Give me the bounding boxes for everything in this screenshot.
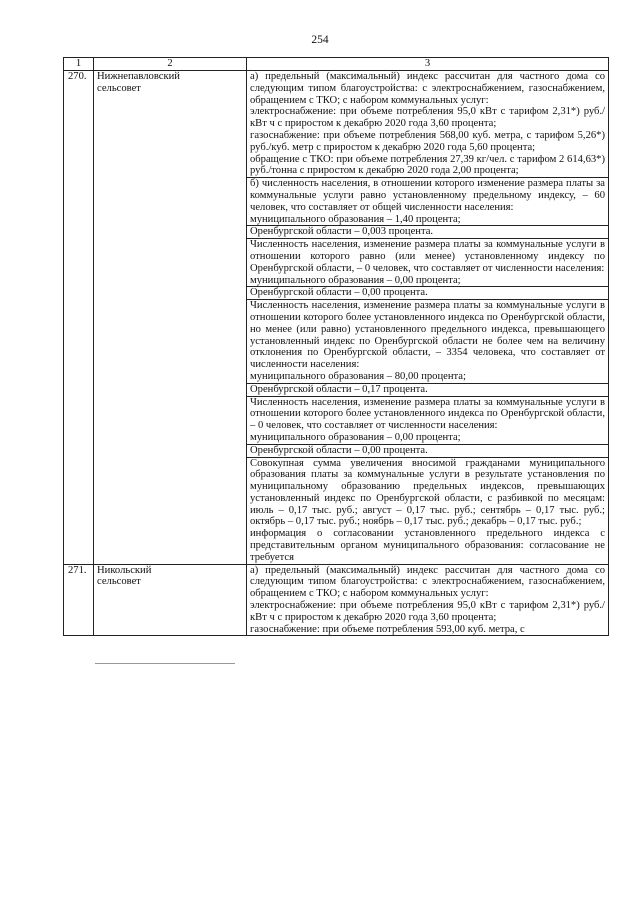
paragraph: Оренбургской области – 0,003 процента. bbox=[250, 226, 434, 238]
municipality-name: Нижнепавловский сельсовет bbox=[94, 71, 247, 565]
paragraph: муниципального образования – 0,00 процента; bbox=[250, 274, 461, 286]
paragraph: Численность населения, изменение размера платы за коммунальные услуги в отношении которого более установленного индекса по Оренбургской области, – 0 человек, что составляет от численности населения: bbox=[250, 396, 605, 432]
paragraph: б) численность населения, в отношении которого изменение размера платы за коммунальные услуги равно установленному предельному индексу, – 60 человек, что составляет от общей численности населения: bbox=[250, 178, 605, 213]
block bbox=[250, 565, 605, 636]
paragraph: Численность населения, изменение размера платы за коммунальные услуги в отношении которого более установленного индекса по Оренбургской области, но менее (или равно) установленного предельного индекса, превышающего установленный индекс по Оренбургской области не более чем на величину отклонения по Оренбургской области, – 3354 человека, что составляет от численности населения: bbox=[250, 300, 605, 371]
paragraph: электроснабжение: при объеме потребления 95,0 кВт с тарифом 2,31*) руб./кВт ч с приростом к декабрю 2020 года 3,60 процента; bbox=[250, 600, 605, 623]
municipality-name: Никольский сельсовет bbox=[94, 564, 247, 636]
row-content bbox=[247, 564, 609, 636]
page-number: 254 bbox=[311, 34, 329, 46]
scan-artifact-line bbox=[95, 663, 235, 664]
block bbox=[247, 444, 608, 457]
data-table bbox=[63, 57, 609, 636]
table-row bbox=[64, 71, 609, 565]
block bbox=[247, 177, 608, 225]
paragraph: а) предельный (максимальный) индекс рассчитан для частного дома со следующим типом благоустройства: с электроснабжением, газоснабжением, обращением с ТКО; с набором коммунальных услуг: bbox=[250, 564, 605, 600]
paragraph: Совокупная сумма увеличения вносимой гражданами муниципального образования платы за коммунальные услуги в результате установления по муниципальному образованию предельных индексов, превышающих установленный индекс по Оренбургской области, с разбивкой по месяцам: июль – 0,17 тыс. руб.; август – 0,17 тыс. руб.; сентябрь – 0,17 тыс. руб.; октябрь – 0,17 тыс. руб.; ноябрь – 0,17 тыс. руб.; декабрь – 0,17 тыс. руб.; bbox=[250, 457, 605, 528]
block bbox=[247, 238, 608, 286]
paragraph: информация о согласовании установленного предельного индекса с представительным органом муниципального образования: согласование не требуется bbox=[250, 528, 605, 563]
paragraph: муниципального образования – 1,40 процента; bbox=[250, 213, 461, 225]
header-col-2: 2 bbox=[94, 58, 247, 71]
paragraph: а) предельный (максимальный) индекс рассчитан для частного дома со следующим типом благоустройства: с электроснабжением, газоснабжением, обращением с ТКО; с набором коммунальных услуг: bbox=[250, 71, 605, 106]
header-col-3: 3 bbox=[247, 58, 609, 71]
block bbox=[247, 457, 608, 564]
row-number: 270. bbox=[64, 71, 94, 565]
table-header-row bbox=[64, 58, 609, 71]
block bbox=[247, 299, 608, 383]
block bbox=[247, 383, 608, 396]
header-col-1: 1 bbox=[64, 58, 94, 71]
block bbox=[247, 286, 608, 299]
paragraph: обращение с ТКО: при объеме потребления 27,39 кг/чел. с тарифом 2 614,63*) руб./тонна с приростом к декабрю 2020 года 2,00 процента; bbox=[250, 153, 605, 177]
paragraph: Оренбургской области – 0,00 процента. bbox=[250, 287, 428, 299]
table-row bbox=[64, 564, 609, 636]
paragraph: электроснабжение: при объеме потребления 95,0 кВт с тарифом 2,31*) руб./кВт ч с приростом к декабрю 2020 года 3,60 процента; bbox=[250, 106, 605, 130]
paragraph: муниципального образования – 0,00 процента; bbox=[250, 431, 461, 443]
paragraph: муниципального образования – 80,00 процента; bbox=[250, 370, 466, 382]
block bbox=[250, 71, 605, 177]
paragraph: Численность населения, изменение размера платы за коммунальные услуги в отношении которого равно (или менее) установленному индексу по Оренбургской области, – 0 человек, что составляет от численности населения: bbox=[250, 239, 605, 274]
paragraph: Оренбургской области – 0,17 процента. bbox=[250, 383, 428, 395]
row-number: 271. bbox=[64, 564, 94, 636]
block bbox=[247, 396, 608, 444]
paragraph: газоснабжение: при объеме потребления 593,00 куб. метра, с bbox=[250, 623, 525, 635]
row-content bbox=[247, 71, 609, 565]
block bbox=[247, 225, 608, 238]
paragraph: газоснабжение: при объеме потребления 568,00 куб. метра, с тарифом 5,26*) руб./куб. метр с приростом к декабрю 2020 года 5,60 процента; bbox=[250, 129, 605, 153]
paragraph: Оренбургской области – 0,00 процента. bbox=[250, 444, 428, 456]
